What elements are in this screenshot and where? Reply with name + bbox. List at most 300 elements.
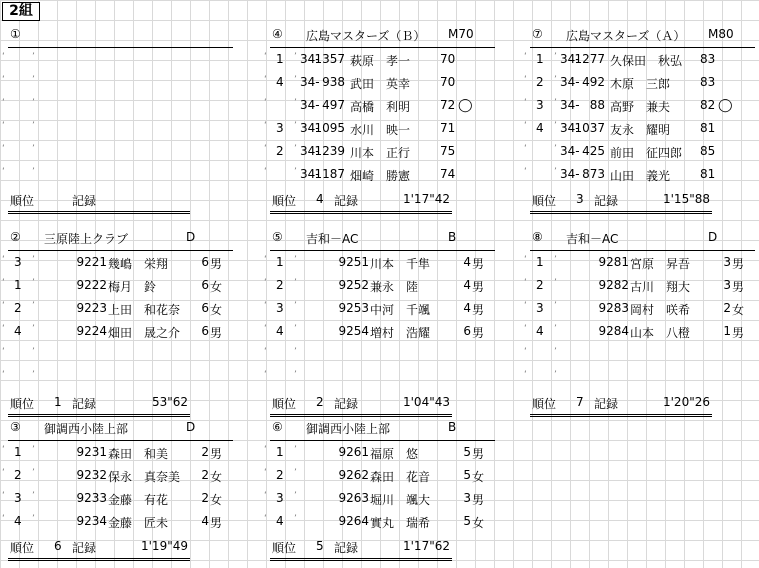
cell-tick: ʼ	[32, 301, 35, 311]
cell-tick: ʻ	[2, 370, 5, 380]
order-number: 3	[14, 491, 22, 505]
order-number: 2	[536, 278, 544, 292]
cell-tick: ʼ	[32, 445, 35, 455]
order-number: 4	[276, 324, 284, 338]
prefecture-code: 34-	[300, 52, 320, 66]
table-row[interactable]	[524, 72, 755, 95]
cell-tick: ʻ	[264, 347, 267, 357]
table-row[interactable]	[524, 367, 755, 390]
athlete-name: 水川 映一	[350, 123, 411, 137]
athlete-name: 幾嶋 栄翔	[108, 257, 169, 271]
result-footer	[270, 189, 452, 214]
block-number: ⑦	[532, 27, 543, 41]
age-value: 83	[700, 75, 716, 89]
table-row[interactable]	[264, 511, 495, 534]
table-row[interactable]	[264, 488, 495, 511]
order-number: 3	[276, 491, 284, 505]
bib-number: 9261	[338, 445, 369, 459]
age-value: 72	[440, 98, 456, 112]
table-row[interactable]	[2, 164, 233, 187]
block-number: ②	[10, 230, 21, 244]
bib-number: 1357	[314, 52, 345, 66]
sex-value: 女	[210, 280, 223, 294]
cell-tick: ʻ	[524, 301, 527, 311]
sex-value: 女	[472, 516, 485, 530]
cell-tick: ʼ	[32, 52, 35, 62]
table-row[interactable]	[2, 72, 233, 95]
athlete-name: 森田 和美	[108, 447, 169, 461]
athlete-name: 保永 真奈美	[108, 470, 181, 484]
prefecture-code: 34-	[300, 144, 320, 158]
grade-value: 4	[201, 514, 209, 528]
cell-tick: ʼ	[32, 75, 35, 85]
record-label: 記録	[334, 397, 359, 411]
bib-number: 425	[582, 144, 605, 158]
order-number: 4	[536, 121, 544, 135]
cell-tick: ʼ	[554, 301, 557, 311]
order-number: 2	[14, 468, 22, 482]
block-number: ③	[10, 420, 21, 434]
athlete-name: 宮原 昇吾	[630, 257, 691, 271]
record-label: 記録	[72, 541, 97, 555]
cell-tick: ʻ	[264, 445, 267, 455]
table-row[interactable]	[2, 252, 233, 275]
cell-tick: ʼ	[32, 255, 35, 265]
cell-tick: ʻ	[264, 514, 267, 524]
block-number: ⑤	[272, 230, 283, 244]
prefecture-code: 34-	[300, 167, 320, 181]
grade-value: 3	[723, 278, 731, 292]
cell-tick: ʼ	[32, 370, 35, 380]
order-number: 4	[14, 514, 22, 528]
bib-number: 9224	[76, 324, 107, 338]
table-row[interactable]	[524, 344, 755, 367]
table-row[interactable]	[264, 252, 495, 275]
grade-value: 3	[463, 491, 471, 505]
rank-label: 順位	[272, 541, 297, 555]
team-name: 御調西小陸上部	[44, 422, 129, 436]
table-row[interactable]	[264, 298, 495, 321]
athlete-name: 中河 千颯	[370, 303, 431, 317]
age-value: 85	[700, 144, 716, 158]
cell-tick: ʻ	[2, 52, 5, 62]
block-number: ④	[272, 27, 283, 41]
order-number: 2	[276, 144, 284, 158]
table-row[interactable]	[2, 367, 233, 390]
age-value: 75	[440, 144, 456, 158]
bib-number: 9223	[76, 301, 107, 315]
table-row[interactable]	[2, 465, 233, 488]
bib-number: 938	[322, 75, 345, 89]
sex-value: 女	[210, 470, 223, 484]
cell-tick: ʼ	[554, 144, 557, 154]
athlete-name: 前田 征四郎	[610, 146, 683, 160]
result-footer	[8, 392, 190, 417]
age-value: 70	[440, 75, 456, 89]
grade-value: 2	[723, 301, 731, 315]
rank-label: 順位	[272, 194, 297, 208]
bib-number: 1239	[314, 144, 345, 158]
rank-value: 2	[316, 395, 324, 409]
bib-number: 9284	[598, 324, 629, 338]
rank-value: 5	[316, 539, 324, 553]
order-number: 4	[276, 514, 284, 528]
cell-tick: ʼ	[294, 255, 297, 265]
grade-value: 5	[463, 445, 471, 459]
result-footer	[270, 392, 452, 417]
prefecture-code: 34-	[560, 52, 580, 66]
cell-tick: ʼ	[294, 468, 297, 478]
team-class: D	[186, 230, 196, 244]
table-row[interactable]	[524, 252, 755, 275]
record-value: 1'20"26	[663, 395, 710, 409]
rank-label: 順位	[10, 541, 35, 555]
rank-label: 順位	[10, 397, 35, 411]
sex-value: 女	[210, 303, 223, 317]
table-row[interactable]	[264, 164, 495, 187]
table-row[interactable]	[264, 49, 495, 72]
cell-tick: ʼ	[294, 514, 297, 524]
athlete-name: 川本 千隼	[370, 257, 431, 271]
athlete-name: 金藤 匠未	[108, 516, 169, 530]
sex-value: 男	[472, 303, 485, 317]
age-value: 81	[700, 121, 716, 135]
table-row[interactable]	[264, 321, 495, 344]
cell-tick: ʼ	[32, 278, 35, 288]
sex-value: 男	[210, 516, 223, 530]
sex-value: 女	[210, 493, 223, 507]
grade-value: 6	[201, 278, 209, 292]
age-value: 83	[700, 52, 716, 66]
rank-value: 6	[54, 539, 62, 553]
table-row[interactable]	[264, 442, 495, 465]
table-row[interactable]	[2, 511, 233, 534]
age-value: 74	[440, 167, 456, 181]
cell-tick: ʻ	[524, 278, 527, 288]
bib-number: 9233	[76, 491, 107, 505]
cell-tick: ʻ	[2, 445, 5, 455]
rank-label: 順位	[272, 397, 297, 411]
order-number: 1	[536, 255, 544, 269]
cell-tick: ʼ	[554, 167, 557, 177]
team-class: M70	[448, 27, 474, 41]
order-number: 4	[536, 324, 544, 338]
prefecture-code: 34-	[300, 98, 320, 112]
cell-tick: ʼ	[32, 468, 35, 478]
cell-tick: ʻ	[2, 514, 5, 524]
order-number: 3	[276, 121, 284, 135]
cell-tick: ʻ	[264, 370, 267, 380]
athlete-name: 友永 耀明	[610, 123, 671, 137]
cell-tick: ʼ	[294, 301, 297, 311]
result-footer	[530, 392, 712, 417]
team-name: 広島マスターズ（Ｂ）	[306, 29, 426, 43]
cell-tick: ʻ	[2, 75, 5, 85]
table-row[interactable]	[264, 118, 495, 141]
cell-tick: ʻ	[264, 75, 267, 85]
prefecture-code: 34-	[300, 75, 320, 89]
order-number: 3	[276, 301, 284, 315]
order-number: 2	[14, 301, 22, 315]
table-row[interactable]	[2, 141, 233, 164]
block-header	[270, 25, 495, 48]
order-number: 1	[14, 445, 22, 459]
grade-value: 6	[201, 301, 209, 315]
result-footer	[8, 536, 190, 561]
grade-value: 2	[201, 445, 209, 459]
athlete-name: 上田 和花奈	[108, 303, 181, 317]
sex-value: 男	[472, 493, 485, 507]
rank-value: 7	[576, 395, 584, 409]
order-number: 3	[14, 255, 22, 269]
athlete-name: 岡村 咲希	[630, 303, 691, 317]
table-row[interactable]	[264, 72, 495, 95]
athlete-name: 古川 翔大	[630, 280, 691, 294]
grade-value: 6	[463, 324, 471, 338]
table-row[interactable]	[524, 164, 755, 187]
age-value: 82	[700, 98, 716, 112]
bib-number: 9281	[598, 255, 629, 269]
block-header	[530, 25, 755, 48]
grade-value: 5	[463, 514, 471, 528]
cell-tick: ʻ	[2, 255, 5, 265]
team-name: 広島マスターズ（Ａ）	[566, 29, 686, 43]
cell-tick: ʼ	[32, 324, 35, 334]
cell-tick: ʼ	[294, 144, 297, 154]
block-number: ⑧	[532, 230, 543, 244]
table-row[interactable]	[524, 141, 755, 164]
athlete-name: 武田 英幸	[350, 77, 411, 91]
team-class: B	[448, 420, 457, 434]
order-number: 1	[14, 278, 22, 292]
grade-value: 4	[463, 255, 471, 269]
table-row[interactable]	[2, 49, 233, 72]
block-header	[530, 228, 755, 251]
age-value: 70	[440, 52, 456, 66]
cell-tick: ʼ	[554, 255, 557, 265]
athlete-name: 畑田 晟之介	[108, 326, 181, 340]
cell-tick: ʻ	[524, 98, 527, 108]
cell-tick: ʼ	[32, 347, 35, 357]
cell-tick: ʼ	[554, 98, 557, 108]
table-row[interactable]	[524, 275, 755, 298]
grade-value: 6	[201, 255, 209, 269]
table-row[interactable]	[264, 141, 495, 164]
athlete-name: 梅月 鈴	[108, 280, 157, 294]
athlete-name: 山田 義光	[610, 169, 671, 183]
cell-tick: ʼ	[294, 491, 297, 501]
record-label: 記録	[72, 397, 97, 411]
bib-number: 873	[582, 167, 605, 181]
sex-value: 男	[732, 280, 745, 294]
block-header	[8, 25, 233, 48]
block-header	[270, 418, 495, 441]
grade-value: 1	[723, 324, 731, 338]
record-label: 記録	[594, 397, 619, 411]
table-row[interactable]	[2, 321, 233, 344]
sex-value: 男	[732, 257, 745, 271]
team-name: 御調西小陸上部	[306, 422, 391, 436]
cell-tick: ʻ	[524, 370, 527, 380]
team-name: 吉和－AC	[306, 232, 359, 246]
cell-tick: ʼ	[294, 52, 297, 62]
cell-tick: ʻ	[524, 324, 527, 334]
bib-number: 1095	[314, 121, 345, 135]
record-value: 1'17"62	[403, 539, 450, 553]
order-number: 3	[536, 301, 544, 315]
grade-value: 4	[463, 301, 471, 315]
athlete-name: 畑崎 勝憲	[350, 169, 411, 183]
athlete-name: 高野 兼夫	[610, 100, 671, 114]
table-row[interactable]	[524, 321, 755, 344]
order-number: 2	[276, 278, 284, 292]
team-name: 三原陸上クラブ	[44, 232, 129, 246]
table-row[interactable]	[524, 49, 755, 72]
rank-label: 順位	[532, 397, 557, 411]
result-footer	[530, 189, 712, 214]
cell-tick: ʼ	[294, 278, 297, 288]
table-row[interactable]	[2, 344, 233, 367]
sex-value: 男	[472, 447, 485, 461]
athlete-name: 木原 三郎	[610, 77, 671, 91]
cell-tick: ʻ	[264, 491, 267, 501]
block-number: ⑥	[272, 420, 283, 434]
cell-tick: ʻ	[264, 167, 267, 177]
grade-value: 4	[463, 278, 471, 292]
table-row[interactable]	[264, 344, 495, 367]
cell-tick: ʼ	[554, 347, 557, 357]
athlete-name: 森田 花音	[370, 470, 431, 484]
cell-tick: ʻ	[264, 324, 267, 334]
cell-tick: ʻ	[2, 301, 5, 311]
block-number: ①	[10, 27, 21, 41]
cell-tick: ʻ	[2, 98, 5, 108]
order-number: 4	[14, 324, 22, 338]
team-class: D	[708, 230, 718, 244]
cell-tick: ʻ	[2, 491, 5, 501]
table-row[interactable]	[2, 488, 233, 511]
record-label: 記録	[72, 194, 97, 208]
sex-value: 男	[472, 257, 485, 271]
rank-label: 順位	[10, 194, 35, 208]
athlete-name: 増村 浩耀	[370, 326, 431, 340]
prefecture-code: 34-	[560, 75, 580, 89]
athlete-name: 久保田 秋弘	[610, 54, 683, 68]
bib-number: 9283	[598, 301, 629, 315]
grade-value: 2	[201, 491, 209, 505]
sex-value: 女	[732, 303, 745, 317]
result-footer	[8, 189, 190, 214]
table-row[interactable]	[2, 95, 233, 118]
order-number: 1	[536, 52, 544, 66]
rank-value: 1	[54, 395, 62, 409]
team-class: M80	[708, 27, 734, 41]
cell-tick: ʻ	[264, 255, 267, 265]
cell-tick: ʻ	[2, 167, 5, 177]
block-header	[8, 228, 233, 251]
sex-value: 女	[472, 470, 485, 484]
sex-value: 男	[210, 326, 223, 340]
cell-tick: ʼ	[32, 121, 35, 131]
cell-tick: ʻ	[2, 278, 5, 288]
order-number: 2	[276, 468, 284, 482]
cell-tick: ʻ	[264, 52, 267, 62]
prefecture-code: 34-	[560, 98, 580, 112]
grade-value: 6	[201, 324, 209, 338]
cell-tick: ʼ	[554, 370, 557, 380]
prefecture-code: 34-	[560, 121, 580, 135]
bib-number: 1187	[314, 167, 345, 181]
cell-tick: ʻ	[264, 121, 267, 131]
table-row[interactable]	[264, 275, 495, 298]
cell-tick: ʼ	[32, 167, 35, 177]
cell-tick: ʼ	[294, 445, 297, 455]
bib-number: 9254	[338, 324, 369, 338]
cell-tick: ʼ	[554, 121, 557, 131]
cell-tick: ʻ	[264, 278, 267, 288]
athlete-name: 萩原 孝一	[350, 54, 411, 68]
cell-tick: ʼ	[554, 52, 557, 62]
table-row[interactable]	[524, 95, 755, 118]
bib-number: 9264	[338, 514, 369, 528]
rank-value: 3	[576, 192, 584, 206]
cell-tick: ʼ	[294, 75, 297, 85]
cell-tick: ʻ	[2, 121, 5, 131]
cell-tick: ʼ	[32, 491, 35, 501]
table-row[interactable]	[264, 95, 495, 118]
block-header	[270, 228, 495, 251]
cell-tick: ʻ	[264, 144, 267, 154]
table-row[interactable]	[524, 118, 755, 141]
table-row[interactable]	[2, 442, 233, 465]
bib-number: 9262	[338, 468, 369, 482]
bib-number: 88	[589, 98, 605, 112]
athlete-name: 高橋 利明	[350, 100, 411, 114]
record-label: 記録	[334, 194, 359, 208]
athlete-name: 實丸 瑞希	[370, 516, 431, 530]
bib-number: 9251	[338, 255, 369, 269]
cell-tick: ʻ	[2, 347, 5, 357]
circle-mark: ◯	[718, 98, 733, 113]
table-row[interactable]	[2, 118, 233, 141]
cell-tick: ʼ	[32, 144, 35, 154]
cell-tick: ʼ	[294, 98, 297, 108]
grade-value: 2	[201, 468, 209, 482]
bib-number: 1037	[574, 121, 605, 135]
cell-tick: ʼ	[294, 347, 297, 357]
prefecture-code: 34-	[560, 167, 580, 181]
table-row[interactable]	[264, 465, 495, 488]
order-number: 1	[276, 255, 284, 269]
table-row[interactable]	[2, 298, 233, 321]
cell-tick: ʻ	[524, 52, 527, 62]
record-value: 1'04"43	[403, 395, 450, 409]
bib-number: 9234	[76, 514, 107, 528]
cell-tick: ʼ	[294, 167, 297, 177]
bib-number: 492	[582, 75, 605, 89]
cell-tick: ʼ	[294, 324, 297, 334]
record-label: 記録	[334, 541, 359, 555]
table-row[interactable]	[524, 298, 755, 321]
table-row[interactable]	[264, 367, 495, 390]
team-class: B	[448, 230, 457, 244]
athlete-name: 山本 八橙	[630, 326, 691, 340]
sex-value: 男	[472, 280, 485, 294]
group-title: 2組	[2, 2, 40, 21]
cell-tick: ʼ	[32, 98, 35, 108]
table-row[interactable]	[2, 275, 233, 298]
cell-tick: ʻ	[264, 468, 267, 478]
